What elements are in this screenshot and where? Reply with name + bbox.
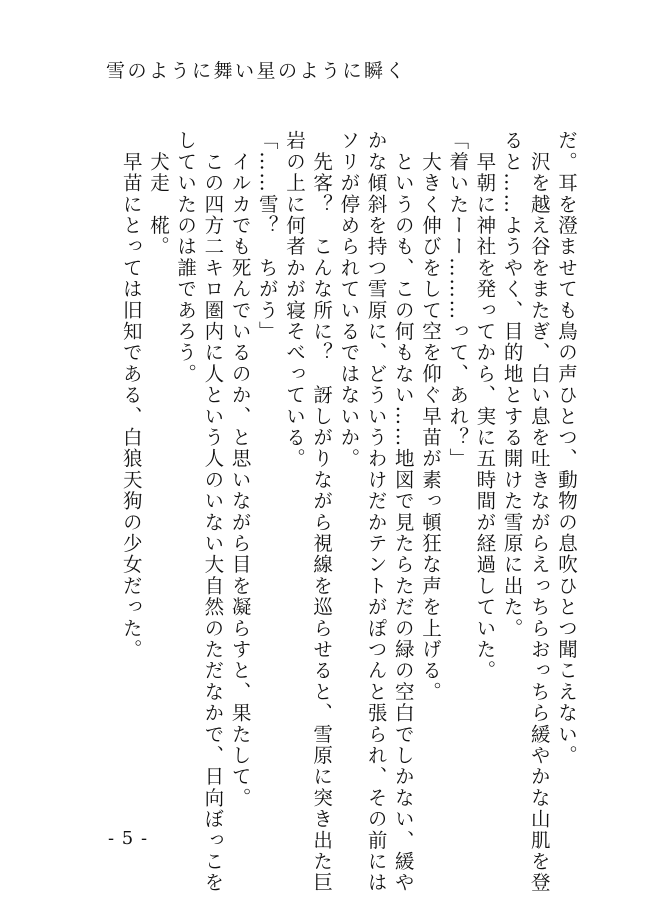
text-line: 「着いたーー………って、あれ？」	[446, 130, 470, 470]
body-text	[100, 130, 580, 894]
page-number: - 5 -	[108, 828, 149, 849]
text-line: 先客？ こんな所に？ 訝しがりながら視線を巡らせると、雪原に突き出た巨	[310, 130, 334, 894]
text-line: イルカでも死んでいるのか、と思いながら目を凝らすと、果たして。	[228, 130, 252, 809]
text-line: 「……雪？ ちがう」	[255, 130, 279, 342]
text-line: この四方二キロ圏内に人という人のいない大自然のただなかで、日向ぼっこを	[201, 130, 225, 894]
text-line: 岩の上に何者かが寝そべっている。	[282, 130, 306, 470]
running-title: 雪のように舞い星のように瞬く	[106, 60, 408, 82]
text-line: 大きく伸びをして空を仰ぐ早苗が素っ頓狂な声を上げる。	[418, 130, 442, 703]
text-line: ソリが停められているではないか。	[337, 130, 361, 470]
text-line: かな傾斜を持つ雪原に、どういうわけだかテントがぽつんと張られ、その前には	[364, 130, 388, 894]
text-line: していたのは誰であろう。	[174, 130, 198, 385]
text-line: 早苗にとっては旧知である、白狼天狗の少女だった。	[119, 130, 143, 660]
text-line: というのも、この何もない……地図で見たらただの緑の空白でしかない、緩や	[391, 130, 415, 894]
text-line: 早朝に神社を発ってから、実に五時間が経過していた。	[473, 130, 497, 682]
text-line: だ。耳を澄ませても鳥の声ひとつ、動物の息吹ひとつ聞こえない。	[555, 130, 578, 766]
text-line: 沢を越え谷をまたぎ、白い息を吐きながらえっちらおっちら緩やかな山肌を登	[527, 130, 551, 894]
text-line: 犬走 椛。	[146, 130, 170, 258]
text-line: ると……ようやく、目的地とする開けた雪原に出た。	[500, 130, 524, 639]
